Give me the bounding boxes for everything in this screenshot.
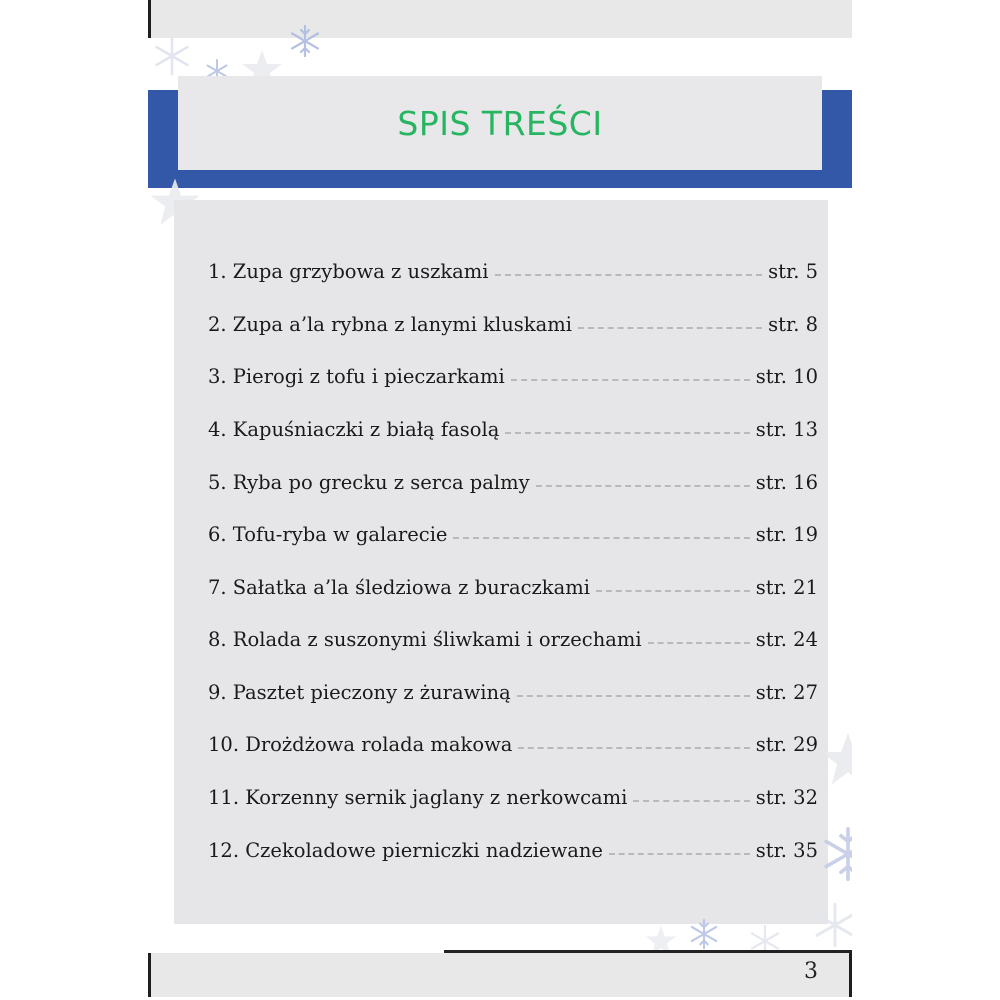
toc-item-page: str. 27 — [755, 681, 818, 704]
toc-item[interactable] — [208, 733, 818, 767]
toc-item-label: 8. Rolada z suszonymi śliwkami i orzechami — [208, 628, 642, 651]
toc-leader — [633, 800, 749, 802]
toc-leader — [505, 432, 749, 434]
toc-leader — [648, 642, 750, 644]
toc-item[interactable] — [208, 260, 818, 294]
snowflake-icon — [820, 826, 852, 882]
toc-leader — [511, 379, 750, 381]
toc-item[interactable] — [208, 313, 818, 347]
toc-item-page: str. 29 — [755, 733, 818, 756]
snowflake-icon — [288, 24, 322, 58]
toc-item-page: str. 16 — [755, 471, 818, 494]
toc-item-page: str. 13 — [755, 418, 818, 441]
toc-item-label: 7. Sałatka a’la śledziowa z buraczkami — [208, 576, 590, 599]
toc-item[interactable] — [208, 523, 818, 557]
title-box — [178, 76, 822, 170]
toc-item[interactable] — [208, 576, 818, 610]
toc-item-label: 12. Czekoladowe pierniczki nadziewane — [208, 839, 603, 862]
toc-item[interactable] — [208, 628, 818, 662]
toc-leader — [578, 327, 762, 329]
toc-leader — [495, 274, 763, 276]
snowflake-icon — [152, 36, 192, 76]
toc-item-page: str. 32 — [755, 786, 818, 809]
snowflake-icon — [812, 902, 852, 948]
toc-item[interactable] — [208, 839, 818, 873]
toc-leader — [596, 590, 750, 592]
star-icon — [818, 730, 852, 790]
toc-item-page: str. 5 — [768, 260, 818, 283]
toc-item-label: 2. Zupa a’la rybna z lanymi kluskami — [208, 313, 572, 336]
toc-leader — [518, 747, 749, 749]
toc-leader — [609, 853, 750, 855]
toc-item-label: 11. Korzenny sernik jaglany z nerkowcami — [208, 786, 628, 809]
document-page — [148, 0, 852, 1000]
snowflake-icon — [688, 918, 720, 950]
toc-item-label: 9. Pasztet pieczony z żurawiną — [208, 681, 511, 704]
toc-panel — [174, 200, 828, 924]
toc-item[interactable] — [208, 681, 818, 715]
toc-item-label: 10. Drożdżowa rolada makowa — [208, 733, 513, 756]
toc-leader — [536, 485, 750, 487]
toc-item-label: 6. Tofu-ryba w galarecie — [208, 523, 448, 546]
page-number: 3 — [804, 959, 818, 984]
toc-item[interactable] — [208, 471, 818, 505]
toc-item[interactable] — [208, 418, 818, 452]
top-strip — [148, 0, 852, 38]
toc-item-page: str. 21 — [755, 576, 818, 599]
footer-strip — [148, 953, 852, 997]
toc-item-page: str. 10 — [755, 365, 818, 388]
toc-leader — [517, 695, 750, 697]
toc-item-label: 3. Pierogi z tofu i pieczarkami — [208, 365, 505, 388]
toc-item-label: 4. Kapuśniaczki z białą fasolą — [208, 418, 500, 441]
toc-item[interactable] — [208, 786, 818, 820]
toc-leader — [453, 537, 749, 539]
toc-item-page: str. 35 — [755, 839, 818, 862]
toc-item-label: 5. Ryba po grecku z serca palmy — [208, 471, 530, 494]
page-title: SPIS TREŚCI — [397, 103, 603, 143]
toc-item[interactable] — [208, 365, 818, 399]
toc-item-label: 1. Zupa grzybowa z uszkami — [208, 260, 489, 283]
toc-item-page: str. 24 — [755, 628, 818, 651]
toc-item-page: str. 19 — [755, 523, 818, 546]
toc-item-page: str. 8 — [768, 313, 818, 336]
